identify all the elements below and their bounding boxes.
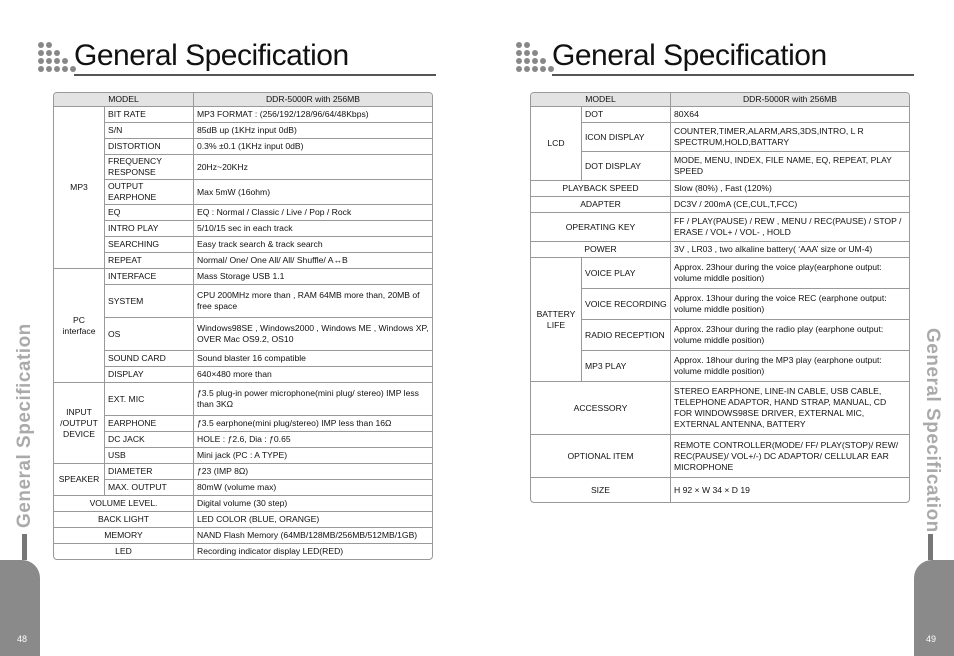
spec-label: DC JACK <box>105 432 194 448</box>
spec-value: Approx. 23hour during the radio play (earphone output: volume middle position) <box>671 320 909 351</box>
spec-label: OPTIONAL ITEM <box>531 435 671 478</box>
spec-value: ƒ3.5 earphone(mini plug/stereo) IMP less than 16Ω <box>194 416 432 432</box>
table-row <box>54 464 432 480</box>
header-row <box>531 93 909 107</box>
spec-label: EQ <box>105 205 194 221</box>
side-bar <box>928 534 933 560</box>
spec-label: BACK LIGHT <box>54 512 194 528</box>
spec-value: 80X64 <box>671 107 909 123</box>
spec-label: SYSTEM <box>105 285 194 318</box>
spec-value: MODE, MENU, INDEX, FILE NAME, EQ, REPEAT, PLAY SPEED <box>671 152 909 181</box>
title-rule <box>552 74 914 76</box>
spec-value: 640×480 more than <box>194 367 432 383</box>
title-rule <box>74 74 436 76</box>
table-row <box>54 448 432 464</box>
table-row <box>54 383 432 416</box>
table-row <box>54 416 432 432</box>
spec-label: S/N <box>105 123 194 139</box>
side-label: General Specification <box>922 328 943 533</box>
group-label: SPEAKER <box>54 464 105 496</box>
spec-value: Approx. 18hour during the MP3 play (earphone output: volume middle position) <box>671 351 909 382</box>
spec-value: Easy track search & track search <box>194 237 432 253</box>
right-title-block <box>516 36 914 80</box>
group-label: BATTERY LIFE <box>531 258 582 382</box>
spec-label: ACCESSORY <box>531 382 671 435</box>
header-label: MODEL <box>54 93 194 107</box>
group-label: INPUT /OUTPUT DEVICE <box>54 383 105 464</box>
table-row <box>54 123 432 139</box>
spec-value: REMOTE CONTROLLER(MODE/ FF/ PLAY(STOP)/ REW/ REC(PAUSE)/ VOL+/-) DC ADAPTOR/ CELLULAR EAR MICROPHONE <box>671 435 909 478</box>
spec-value: LED COLOR (BLUE, ORANGE) <box>194 512 432 528</box>
spec-value: NAND Flash Memory (64MB/128MB/256MB/512MB/1GB) <box>194 528 432 544</box>
table-row <box>531 181 909 197</box>
spec-value: EQ : Normal / Classic / Live / Pop / Rock <box>194 205 432 221</box>
table-row <box>54 107 432 123</box>
group-label: PC interface <box>54 269 105 383</box>
spec-label: SIZE <box>531 478 671 502</box>
table-row <box>531 320 909 351</box>
table-row <box>54 496 432 512</box>
spec-label: VOICE PLAY <box>582 258 671 289</box>
left-spec-table <box>53 92 433 560</box>
table-row <box>531 242 909 258</box>
spec-value: MP3 FORMAT : (256/192/128/96/64/48Kbps) <box>194 107 432 123</box>
table-row <box>531 289 909 320</box>
spec-label: ICON DISPLAY <box>582 123 671 152</box>
spec-label: FREQUENCY RESPONSE <box>105 155 194 180</box>
spec-value: H 92 × W 34 × D 19 <box>674 484 750 495</box>
spec-label: OS <box>105 318 194 351</box>
spec-value: 5/10/15 sec in each track <box>194 221 432 237</box>
table-row <box>54 139 432 155</box>
spec-label: MEMORY <box>54 528 194 544</box>
header-value: DDR-5000R with 256MB <box>671 93 909 107</box>
spec-value: ƒ23 (IMP 8Ω) <box>194 464 432 480</box>
spec-label: LED <box>54 544 194 559</box>
page-number: 49 <box>926 634 937 644</box>
spec-value: Approx. 13hour during the voice REC (earphone output: volume middle position) <box>671 289 909 320</box>
spec-label: RADIO RECEPTION <box>582 320 671 351</box>
spec-label: MP3 PLAY <box>582 351 671 382</box>
table-row <box>54 351 432 367</box>
spec-label: ADAPTER <box>531 197 671 213</box>
table-row <box>531 123 909 152</box>
table-row <box>54 269 432 285</box>
spec-value: DC3V / 200mA (CE,CUL,T,FCC) <box>671 197 909 213</box>
spec-label: DIAMETER <box>105 464 194 480</box>
group-label: LCD <box>531 107 582 181</box>
page-title: General Specification <box>74 39 349 72</box>
spec-label: INTRO PLAY <box>105 221 194 237</box>
spec-value: Mass Storage USB 1.1 <box>194 269 432 285</box>
spec-value: Max 5mW (16ohm) <box>194 180 432 205</box>
spec-label: DISPLAY <box>105 367 194 383</box>
dots-logo-icon <box>38 42 74 76</box>
spec-label: MAX. OUTPUT <box>105 480 194 496</box>
table-row <box>531 351 909 382</box>
spec-value: FF / PLAY(PAUSE) / REW , MENU / REC(PAUSE) / STOP / ERASE / VOL+ / VOL- , HOLD <box>671 213 909 242</box>
spec-label: EXT. MIC <box>105 383 194 416</box>
side-bar <box>22 534 27 560</box>
spec-value: Sound blaster 16 compatible <box>194 351 432 367</box>
spec-label: INTERFACE <box>105 269 194 285</box>
spec-label: DOT DISPLAY <box>582 152 671 181</box>
spec-value: Mini jack (PC : A TYPE) <box>194 448 432 464</box>
table-row <box>531 213 909 242</box>
spec-label: VOLUME LEVEL. <box>54 496 194 512</box>
spec-value: HOLE : ƒ2.6, Dia : ƒ0.65 <box>194 432 432 448</box>
group-label: MP3 <box>54 107 105 269</box>
table-row <box>54 318 432 351</box>
table-row <box>531 152 909 181</box>
spec-label: OPERATING KEY <box>531 213 671 242</box>
table-row <box>54 480 432 496</box>
spec-label: OUTPUT EARPHONE <box>105 180 194 205</box>
spec-label: SEARCHING <box>105 237 194 253</box>
spec-label: BIT RATE <box>105 107 194 123</box>
spec-value: Approx. 23hour during the voice play(earphone output: volume middle position) <box>671 258 909 289</box>
table-row <box>531 197 909 213</box>
page-title: General Specification <box>552 39 827 72</box>
spec-value: Recording indicator display LED(RED) <box>197 546 344 556</box>
header-row <box>54 93 432 107</box>
table-row <box>531 382 909 435</box>
spec-label: REPEAT <box>105 253 194 269</box>
spec-value: STEREO EARPHONE, LINE-IN CABLE, USB CABLE, TELEPHONE ADAPTOR, HAND STRAP, MANUAL, CD FOR WINDOWS98SE DRIVER, EXTERNAL MIC, EXTERNAL ANTENNA, BATTERY <box>671 382 909 435</box>
table-row <box>54 432 432 448</box>
table-row <box>54 528 432 544</box>
spec-label: POWER <box>531 242 671 258</box>
table-row <box>54 237 432 253</box>
table-row <box>54 285 432 318</box>
spec-label: EARPHONE <box>105 416 194 432</box>
table-row <box>531 478 909 502</box>
spec-value: 3V , LR03 , two alkaline battery( ‘AAA’ size or UM-4) <box>671 242 909 258</box>
table-row <box>54 180 432 205</box>
spec-label: USB <box>105 448 194 464</box>
spec-label: DOT <box>582 107 671 123</box>
header-label: MODEL <box>531 93 671 107</box>
spec-label: PLAYBACK SPEED <box>531 181 671 197</box>
spec-value: 85dB up (1KHz input 0dB) <box>194 123 432 139</box>
spec-value: 80mW (volume max) <box>194 480 432 496</box>
header-value: DDR-5000R with 256MB <box>194 93 432 107</box>
spec-label: DISTORTION <box>105 139 194 155</box>
spec-label: VOICE RECORDING <box>582 289 671 320</box>
dots-logo-icon <box>516 42 552 76</box>
spec-value: Slow (80%) , Fast (120%) <box>671 181 909 197</box>
spec-value: Normal/ One/ One All/ All/ Shuffle/ A↔B <box>194 253 432 269</box>
table-row <box>54 221 432 237</box>
table-row <box>531 258 909 289</box>
spec-value: Windows98SE , Windows2000 , Windows ME , Windows XP, OVER Mac OS9.2, OS10 <box>194 318 432 351</box>
table-row <box>531 107 909 123</box>
table-row <box>54 367 432 383</box>
table-row <box>54 155 432 180</box>
side-label: General Specification <box>14 323 35 528</box>
table-row <box>54 253 432 269</box>
spec-value: 0.3% ±0.1 (1KHz input 0dB) <box>194 139 432 155</box>
right-spec-table <box>530 92 910 503</box>
spec-value: 20Hz~20KHz <box>194 155 432 180</box>
table-row <box>54 205 432 221</box>
spec-label: SOUND CARD <box>105 351 194 367</box>
left-title-block <box>38 36 436 80</box>
table-row <box>54 544 432 559</box>
spec-value: ƒ3.5 plug-in power microphone(mini plug/ stereo) IMP less than 3KΩ <box>194 383 432 416</box>
spec-value: CPU 200MHz more than , RAM 64MB more than, 20MB of free space <box>194 285 432 318</box>
table-row <box>531 435 909 478</box>
spec-value: COUNTER,TIMER,ALARM,ARS,3DS,INTRO, L R SPECTRUM,HOLD,BATTARY <box>671 123 909 152</box>
page-number: 48 <box>17 634 28 644</box>
spec-value: Digital volume (30 step) <box>194 496 432 512</box>
table-row <box>54 512 432 528</box>
